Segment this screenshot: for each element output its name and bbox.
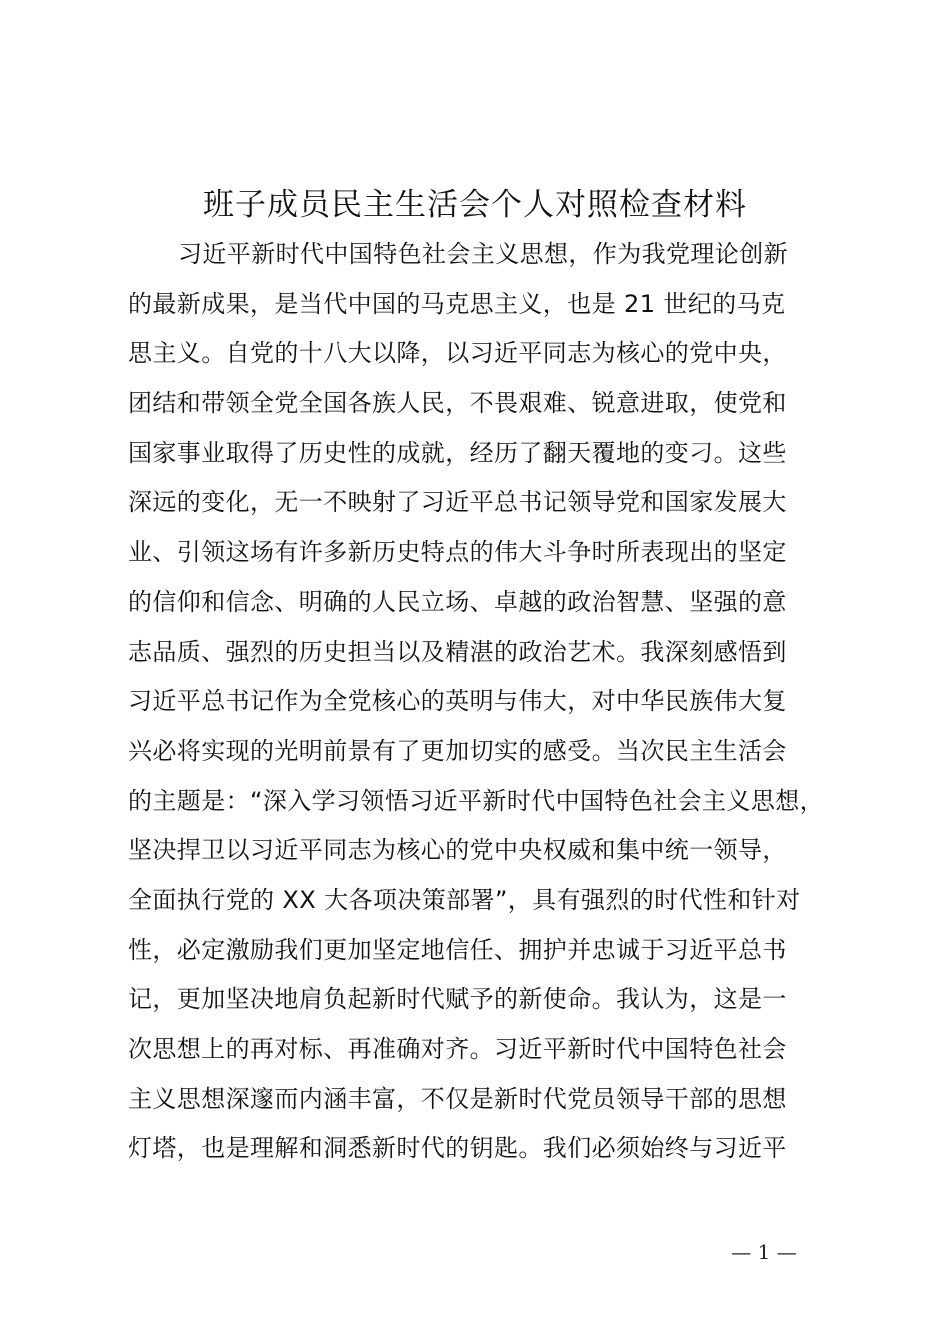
body-line: 的信仰和信念、明确的人民立场、卓越的政治智慧、坚强的意 (128, 587, 787, 616)
document-title: 班子成员民主生活会个人对照检查材料 (203, 187, 747, 223)
body-line: 思主义。自党的十八大以降，以习近平同志为核心的党中央， (128, 339, 787, 368)
body-line: 坚决捍卫以习近平同志为核心的党中央权威和集中统一领导， (128, 836, 787, 865)
body-line: 习近平总书记作为全党核心的英明与伟大，对中华民族伟大复 (128, 687, 787, 716)
body-line: 志品质、强烈的历史担当以及精湛的政治艺术。我深刻感悟到 (128, 637, 787, 666)
body-line: 性，必定激励我们更加坚定地信任、拥护并忠诚于习近平总书 (128, 935, 787, 964)
body-line: 习近平新时代中国特色社会主义思想，作为我党理论创新 (178, 240, 788, 268)
body-line: 主义思想深邃而内涵丰富，不仅是新时代党员领导干部的思想 (128, 1084, 787, 1113)
page-number: — 1 — (731, 1240, 797, 1264)
body-line: 业、引领这场有许多新历史特点的伟大斗争时所表现出的坚定 (128, 538, 787, 567)
body-line: 记，更加坚决地肩负起新时代赋予的新使命。我认为，这是一 (128, 985, 787, 1014)
body-line: 团结和带领全党全国各族人民，不畏艰难、锐意进取，使党和 (128, 389, 787, 418)
body-line: 的主题是：“深入学习领悟习近平新时代中国特色社会主义思想， (128, 786, 825, 815)
body-line: 全面执行党的 XX 大各项决策部署”，具有强烈的时代性和针对 (128, 885, 801, 914)
body-line: 深远的变化，无一不映射了习近平总书记领导党和国家发展大 (128, 488, 787, 517)
body-line: 的最新成果，是当代中国的马克思主义，也是 21 世纪的马克 (128, 289, 786, 318)
body-line: 国家事业取得了历史性的成就，经历了翻天覆地的变刁。这些 (128, 438, 787, 467)
body-line: 灯塔，也是理解和洞悉新时代的钥匙。我们必须始终与习近平 (128, 1134, 787, 1163)
body-line: 次思想上的再对标、再准确对齐。习近平新时代中国特色社会 (128, 1035, 787, 1063)
body-line: 兴必将实现的光明前景有了更加切实的感受。当次民主生活会 (128, 736, 787, 765)
document-body (128, 230, 840, 1174)
